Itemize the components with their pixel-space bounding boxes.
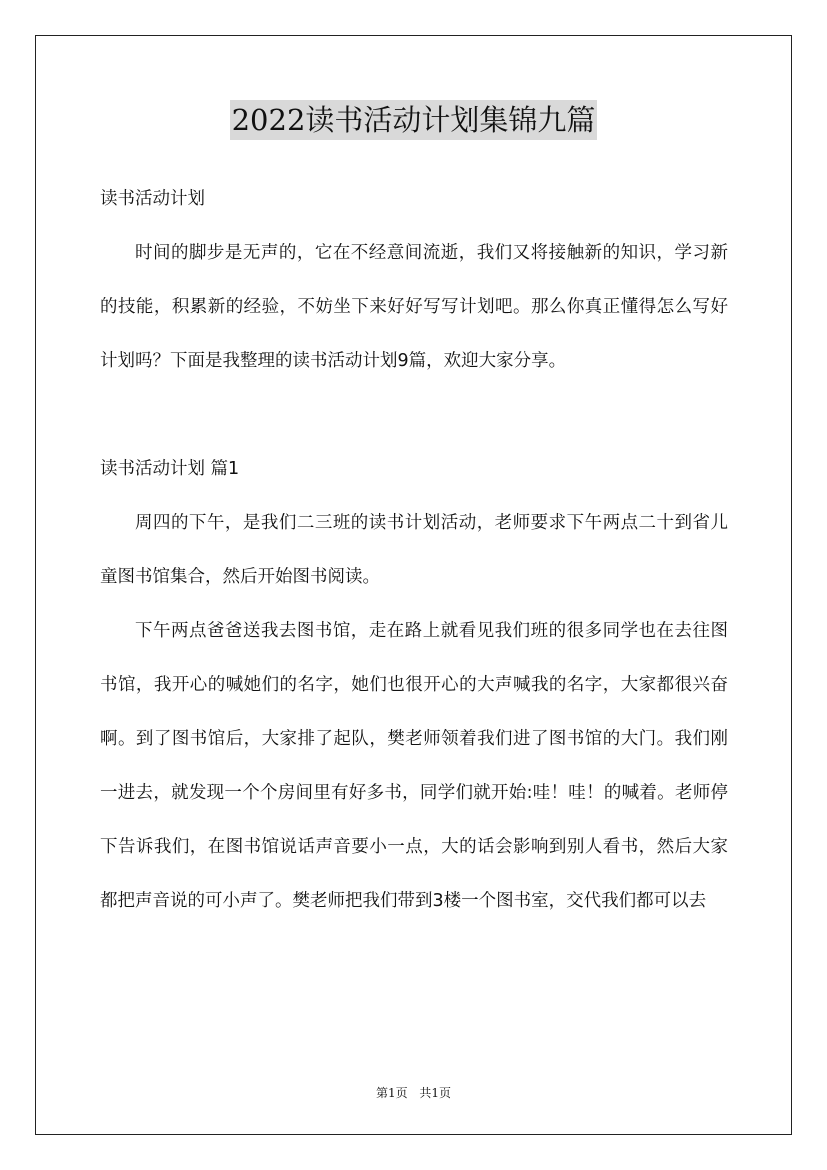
document-body: [100, 172, 728, 928]
page-total: 共1页: [419, 1086, 452, 1100]
section1-paragraph-2: 下午两点爸爸送我去图书馆，走在路上就看见我们班的很多同学也在去往图书馆，我开心的喊她们的名字，她们也很开心的大声喊我的名字，大家都很兴奋啊。到了图书馆后，大家排了起队，樊老师领着我们进了图书馆的大门。我们刚一进去，就发现一个个房间里有好多书，同学们就开始:哇！哇！的喊着。老师停下告诉我们，在图书馆说话声音要小一点，大的话会影响到别人看书，然后大家都把声音说的可小声了。樊老师把我们带到3楼一个图书室，交代我们都可以去: [100, 621, 728, 911]
intro-paragraph: 时间的脚步是无声的，它在不经意间流逝，我们又将接触新的知识，学习新的技能，积累新的经验，不妨坐下来好好写写计划吧。那么你真正懂得怎么写好计划吗？下面是我整理的读书活动计划9篇，欢迎大家分享。: [100, 243, 728, 371]
document-title: 2022读书活动计划集锦九篇: [230, 100, 598, 140]
section1-paragraph-1: 周四的下午，是我们二三班的读书计划活动，老师要求下午两点二十到省儿童图书馆集合，然后开始图书阅读。: [100, 513, 728, 587]
intro-heading: 读书活动计划: [100, 189, 205, 209]
section-spacer: [100, 388, 728, 442]
page-footer: [0, 1085, 827, 1101]
page-number: 第1页: [375, 1086, 408, 1100]
title-container: [0, 100, 827, 140]
section1-heading: 读书活动计划 篇1: [100, 459, 240, 479]
